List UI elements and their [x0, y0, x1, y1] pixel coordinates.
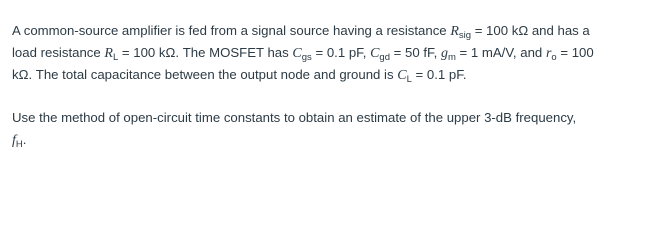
math-symbol: R: [104, 46, 113, 61]
math-symbol: f: [12, 133, 16, 148]
text-fragment: = 0.1 pF,: [311, 45, 371, 60]
text-fragment: kΩ. The total capacitance between the output node and ground is: [12, 67, 398, 82]
text-fragment: = 0.1 pF.: [411, 67, 467, 82]
math-symbol: g: [440, 46, 448, 61]
math-subscript: gs: [301, 52, 312, 63]
text-line-2: [12, 42, 643, 64]
text-fragment: = 100: [556, 45, 594, 60]
text-line-4: Use the method of open-circuit time constants to obtain an estimate of the upper 3-dB frequency,: [12, 110, 577, 125]
math-symbol: C: [397, 68, 407, 83]
text-fragment: = 1 mA/V, and: [455, 45, 546, 60]
text-fragment: = 100 kΩ. The MOSFET has: [118, 45, 293, 60]
math-symbol: r: [545, 46, 552, 61]
problem-description: [12, 20, 643, 86]
text-line-3: [12, 64, 643, 86]
math-subscript: L: [112, 52, 119, 63]
text-line-1: [12, 20, 643, 42]
math-subscript: gd: [379, 52, 390, 63]
math-symbol: R: [450, 24, 459, 39]
text-fragment: A common-source amplifier is fed from a signal source having a resistance: [12, 23, 451, 38]
text-fragment: .: [22, 132, 27, 147]
text-fragment: = 100 kΩ and has a: [471, 23, 590, 38]
math-symbol: C: [370, 46, 380, 61]
math-subscript: sig: [458, 30, 472, 41]
math-subscript: L: [406, 74, 412, 85]
math-symbol: C: [292, 46, 302, 61]
math-subscript: o: [551, 52, 557, 63]
text-fragment: load resistance: [12, 45, 105, 60]
text-fragment: = 50 fF,: [390, 45, 441, 60]
problem-question: [12, 107, 643, 151]
text-line-5: [12, 129, 643, 151]
math-subscript: H: [15, 139, 23, 150]
math-subscript: m: [447, 52, 456, 63]
